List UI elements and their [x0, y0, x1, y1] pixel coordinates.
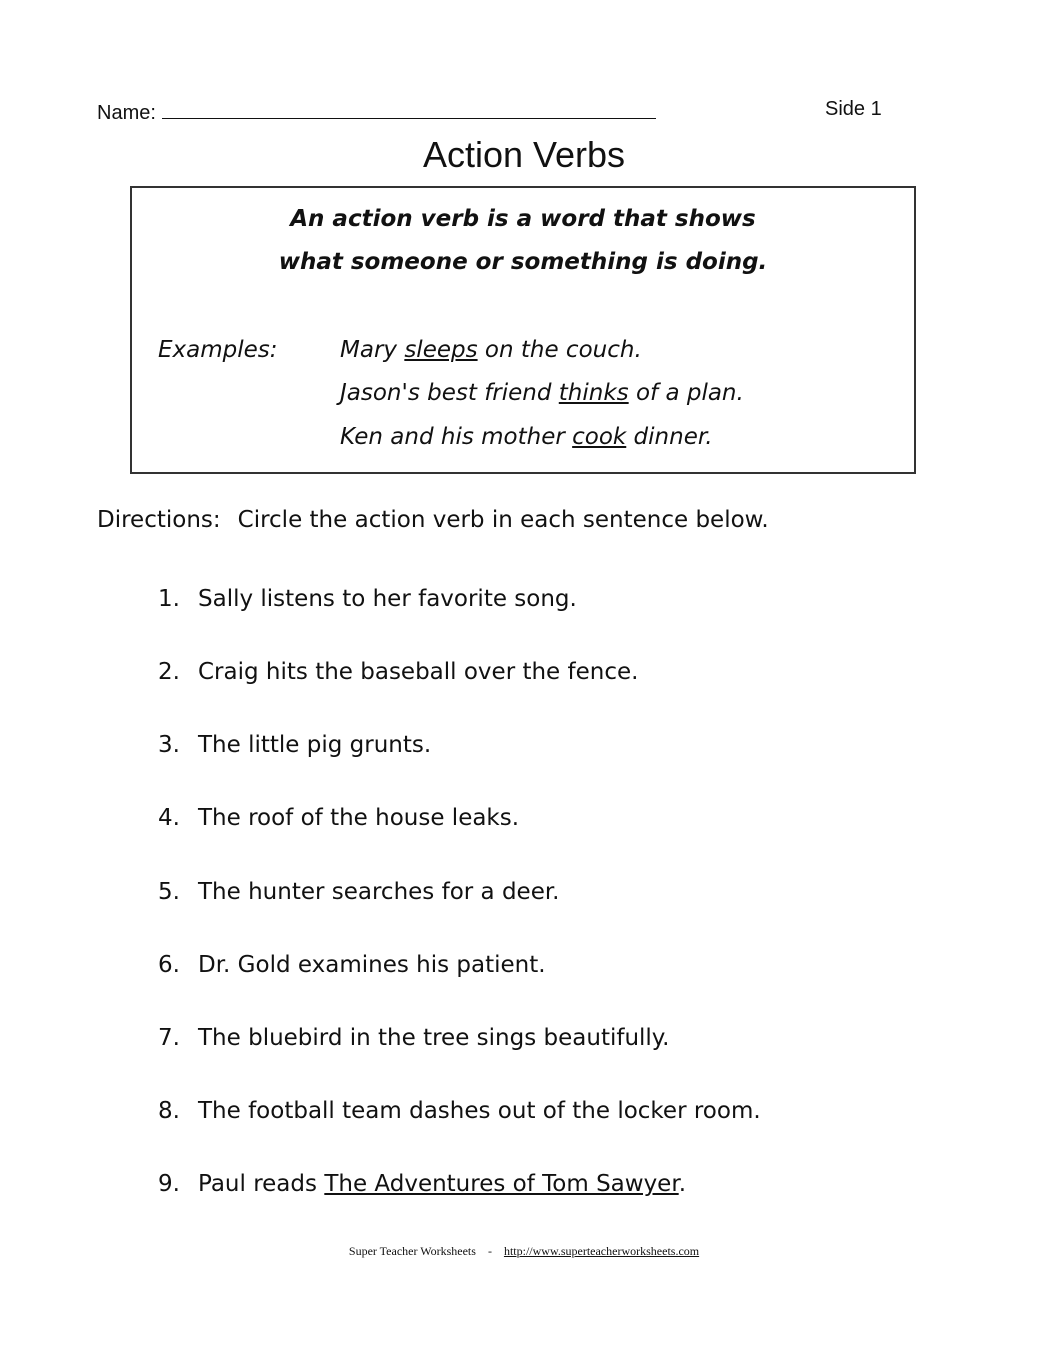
item-number: 6. [158, 952, 180, 978]
item-number: 8. [158, 1098, 180, 1124]
example-text: of a plan. [628, 380, 744, 406]
sentence-item[interactable] [158, 732, 431, 758]
name-blank-line[interactable] [162, 98, 656, 119]
example-text: Mary [340, 337, 405, 363]
sentence-item[interactable] [158, 1171, 686, 1197]
item-text: The roof of the house leaks. [198, 805, 520, 831]
item-text: The football team dashes out of the locker room. [198, 1098, 761, 1124]
examples-label: Examples: [158, 337, 278, 363]
directions [97, 507, 769, 533]
directions-text: Circle the action verb in each sentence below. [237, 507, 769, 533]
item-number: 3. [158, 732, 180, 758]
sentence-item[interactable] [158, 659, 638, 685]
sentence-item[interactable] [158, 586, 577, 612]
definition-box [130, 186, 916, 474]
name-row [97, 98, 656, 125]
item-number: 4. [158, 805, 180, 831]
item-text: Sally listens to her favorite song. [198, 586, 577, 612]
definition-line-1: An action verb is a word that shows [290, 206, 756, 232]
item-number: 9. [158, 1171, 180, 1197]
item-text: The little pig grunts. [198, 732, 432, 758]
item-number: 5. [158, 879, 180, 905]
sentence-item[interactable] [158, 1025, 669, 1051]
item-text: Paul reads [198, 1171, 325, 1197]
side-label: Side 1 [825, 98, 882, 120]
example-verb: thinks [558, 380, 629, 406]
example-sentence [340, 424, 713, 450]
example-sentence [340, 380, 744, 406]
example-verb: sleeps [404, 337, 478, 363]
example-text: Jason's best friend [340, 380, 559, 406]
item-text: Dr. Gold examines his patient. [198, 952, 546, 978]
item-text: The bluebird in the tree sings beautifully. [198, 1025, 670, 1051]
definition-line-2: what someone or something is doing. [278, 249, 768, 275]
directions-label: Directions: [97, 507, 221, 533]
sentence-item[interactable] [158, 952, 546, 978]
item-text: . [678, 1171, 686, 1197]
footer [0, 1244, 1048, 1259]
footer-url-link[interactable]: http://www.superteacherworksheets.com [503, 1244, 700, 1258]
footer-separator: - [487, 1244, 492, 1258]
item-number: 2. [158, 659, 180, 685]
example-sentence [340, 337, 642, 363]
item-number: 1. [158, 586, 180, 612]
sentence-item[interactable] [158, 879, 560, 905]
item-number: 7. [158, 1025, 180, 1051]
sentence-item[interactable] [158, 1098, 761, 1124]
example-text: on the couch. [477, 337, 642, 363]
footer-source: Super Teacher Worksheets [348, 1244, 476, 1258]
example-text: dinner. [626, 424, 713, 450]
item-text: Craig hits the baseball over the fence. [198, 659, 639, 685]
book-title: The Adventures of Tom Sawyer [324, 1171, 679, 1197]
example-text: Ken and his mother [340, 424, 573, 450]
example-verb: cook [572, 424, 627, 450]
item-text: The hunter searches for a deer. [198, 879, 560, 905]
sentence-item[interactable] [158, 805, 519, 831]
name-label: Name: [97, 102, 156, 124]
page-title: Action Verbs [422, 134, 626, 175]
